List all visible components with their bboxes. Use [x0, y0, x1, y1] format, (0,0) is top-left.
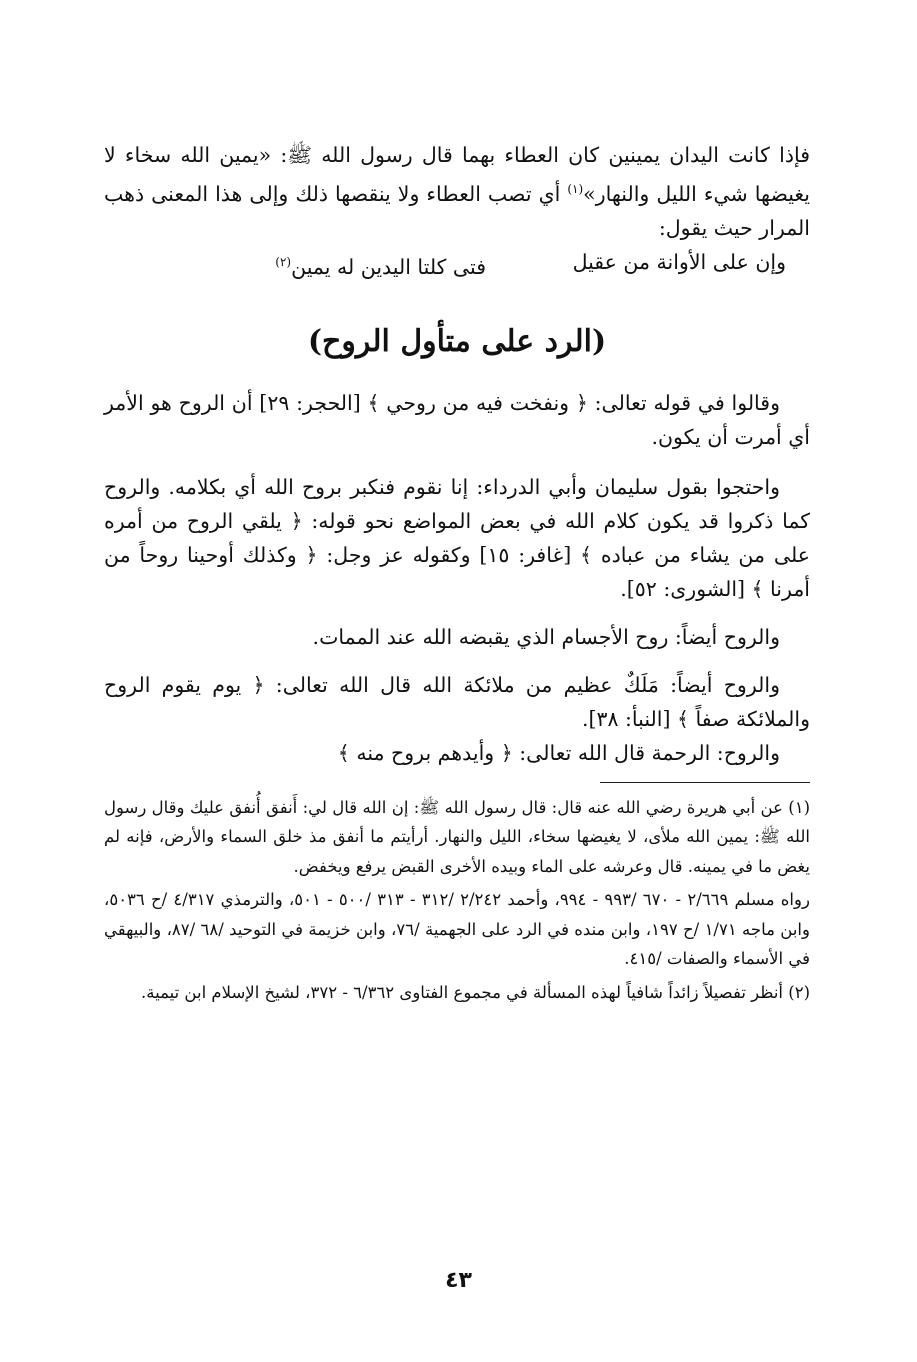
body-paragraph-2: واحتجوا بقول سليمان وأبي الدرداء: إنا نقوم فنكبر بروح الله أي بكلامه. والروح كما ذكروا قد يكون كلام الله في بعض المواضع نحو قوله: ﴿ يلقي الروح من أمره على من يشاء من عباده ﴾ [غافر: ١٥] وكقوله عز وجل: ﴿ وكذلك أوحينا روحاً من أمرنا ﴾ [الشورى: ٥٢].: [104, 474, 810, 601]
body-paragraph-5: والروح: الرحمة قال الله تعالى: ﴿ وأيدهم بروح منه ﴾: [337, 740, 780, 765]
footnote-ref-2: (٢): [275, 254, 292, 269]
footnote-2: (٢) أنظر تفصيلاً زائداً شافياً لهذه المسألة في مجموع الفتاوى ٦/٣٦٢ - ٣٧٢، لشيخ الإسلام ابن تيمية.: [141, 982, 810, 1002]
poetry-verse: [104, 245, 810, 284]
page-number: ٤٣: [445, 1268, 472, 1293]
verse-first-hemistich: وإن على الأوانة من عقيل: [572, 249, 786, 274]
footnote-1-references: رواه مسلم ٢/٦٦٩ - ٦٧٠ /٩٩٣ - ٩٩٤، وأحمد ٢/٢٤٢ /٣١٢ - ٣١٣ /٥٠٠ - ٥٠١، والترمذي ٤/٣١٧ /ح ٥٠٣٦، وابن ماجه ١/٧١ /ح ١٩٧، وابن منده في الرد على الجهمية /٧٦، وابن خزيمة في التوحيد /٦٨ /٨٧، والبيهقي في الأسماء والصفات /٤١٥.: [104, 890, 810, 969]
body-paragraph-3: والروح أيضاً: روح الأجسام الذي يقبضه الله عند الممات.: [312, 624, 780, 649]
verse-second-hemistich: [275, 245, 486, 284]
body-paragraph-1: وقالوا في قوله تعالى: ﴿ ونفخت فيه من روحي ﴾ [الحجر: ٢٩] أن الروح هو الأمر أي أمرت أن يكون.: [104, 390, 810, 449]
intro-text: فإذا كانت اليدان يمينين كان العطاء بهما قال رسول الله ﷺ: «يمين الله سخاء لا يغيضها شيء الليل والنهار»: [104, 143, 811, 206]
footnote-ref-1: (١): [567, 182, 584, 196]
intro-text-tail: أي تصب العطاء ولا ينقصها ذلك وإلى هذا المعنى ذهب المرار حيث يقول:: [104, 181, 810, 240]
intro-paragraph: [104, 138, 810, 245]
footnote-divider: [600, 782, 810, 783]
body-paragraph-4: والروح أيضاً: مَلَكٌ عظيم من ملائكة الله قال الله تعالى: ﴿ يوم يقوم الروح والملائكة صفاً ﴾ [النبأ: ٣٨].: [104, 672, 810, 731]
footnote-1: (١) عن أبي هريرة رضي الله عنه قال: قال رسول الله ﷺ: إن الله قال لي: أَنفق أُنفق عليك وقال رسول الله ﷺ: يمين الله ملأى، لا يغيضها سخاء، الليل والنهار. أرأيتم ما أنفق مذ خلق السماء والأرض، فإنه لم يغض ما في يمينه. قال وعرشه على الماء وبيده الأخرى القبض يرفع ويخفض.: [104, 797, 810, 876]
section-heading: (الرد على متأول الروح): [307, 323, 607, 359]
page-body: [104, 138, 810, 1007]
verse-second-text: فتى كلتا اليدين له يمين: [291, 254, 486, 279]
